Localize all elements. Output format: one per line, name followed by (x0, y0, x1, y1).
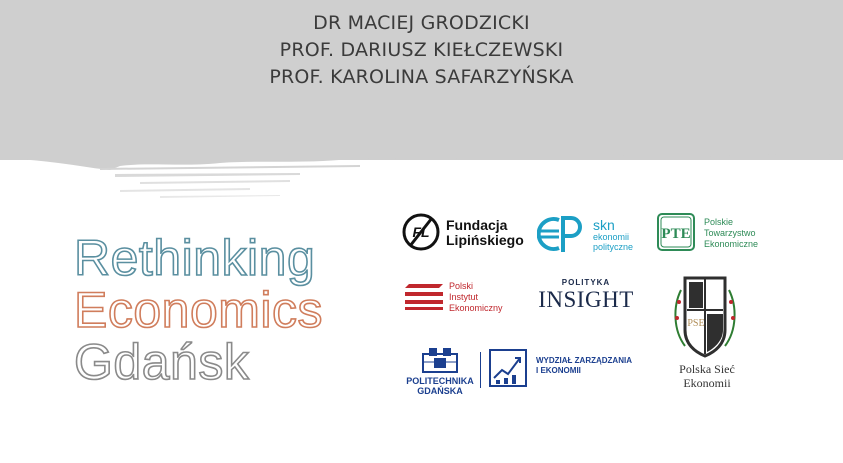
speaker-name: DR MACIEJ GRODZICKI (313, 12, 530, 34)
pte-emblem-icon (656, 212, 696, 252)
polityka-insight-logo (530, 278, 642, 318)
pg-crest-icon (419, 346, 461, 374)
speaker-name: PROF. DARIUSZ KIEŁCZEWSKI (279, 39, 564, 61)
fundacja-lipinskiego-logo (402, 213, 532, 253)
insight-big-text: INSIGHT (538, 287, 634, 312)
rethinking-economics-wordmark (74, 232, 323, 388)
pg-line2: GDAŃSKA (417, 386, 463, 396)
growth-chart-icon (488, 348, 528, 388)
skn-sub-line2: polityczne (593, 242, 634, 252)
pte-line3: Ekonomiczne (704, 239, 759, 249)
polska-siec-ekonomii-logo (664, 270, 750, 396)
speaker-list (0, 10, 843, 91)
logo-divider (480, 352, 481, 388)
pse-line1: Polska Sieć (679, 362, 735, 376)
title-line-gdansk: Gdańsk (74, 334, 250, 390)
fl-mark: FL (412, 224, 430, 240)
pse-mark: PSE (687, 318, 705, 329)
euro-p-icon (537, 214, 583, 254)
pie-logo (403, 280, 513, 316)
skn-logo (537, 214, 647, 256)
pie-stripes-icon (403, 280, 445, 312)
pg-line1: POLITECHNIKA (406, 376, 474, 386)
fl-circle-icon (402, 213, 440, 251)
pse-crest-icon (667, 270, 747, 360)
pte-logo (656, 212, 766, 254)
pte-line1: Polskie (704, 217, 734, 227)
pie-line3: Ekonomiczny (449, 303, 503, 313)
fundacja-line1: Fundacja (446, 217, 508, 233)
pse-line2: Ekonomii (683, 376, 731, 390)
speaker-name: PROF. KAROLINA SAFARZYŃSKA (269, 66, 574, 88)
pte-mark: PTE (661, 226, 691, 242)
polityka-small-text: POLITYKA (561, 278, 611, 287)
brush-stroke-edge (0, 140, 843, 210)
title-line-rethinking: Rethinking (74, 230, 316, 286)
skn-sub-line1: ekonomii (593, 232, 630, 242)
politechnika-gdanska-logo (401, 346, 479, 400)
wzie-line2: I EKONOMII (536, 366, 581, 375)
wzie-line1: WYDZIAŁ ZARZĄDZANIA (536, 356, 632, 365)
wzie-logo (488, 348, 638, 392)
skn-main-text: skn (593, 217, 615, 233)
pte-line2: Towarzystwo (704, 228, 756, 238)
fundacja-line2: Lipińskiego (446, 232, 524, 248)
pie-line1: Polski (449, 281, 474, 291)
pie-line2: Instytut (449, 292, 479, 302)
title-line-economics: Economics (74, 282, 324, 338)
